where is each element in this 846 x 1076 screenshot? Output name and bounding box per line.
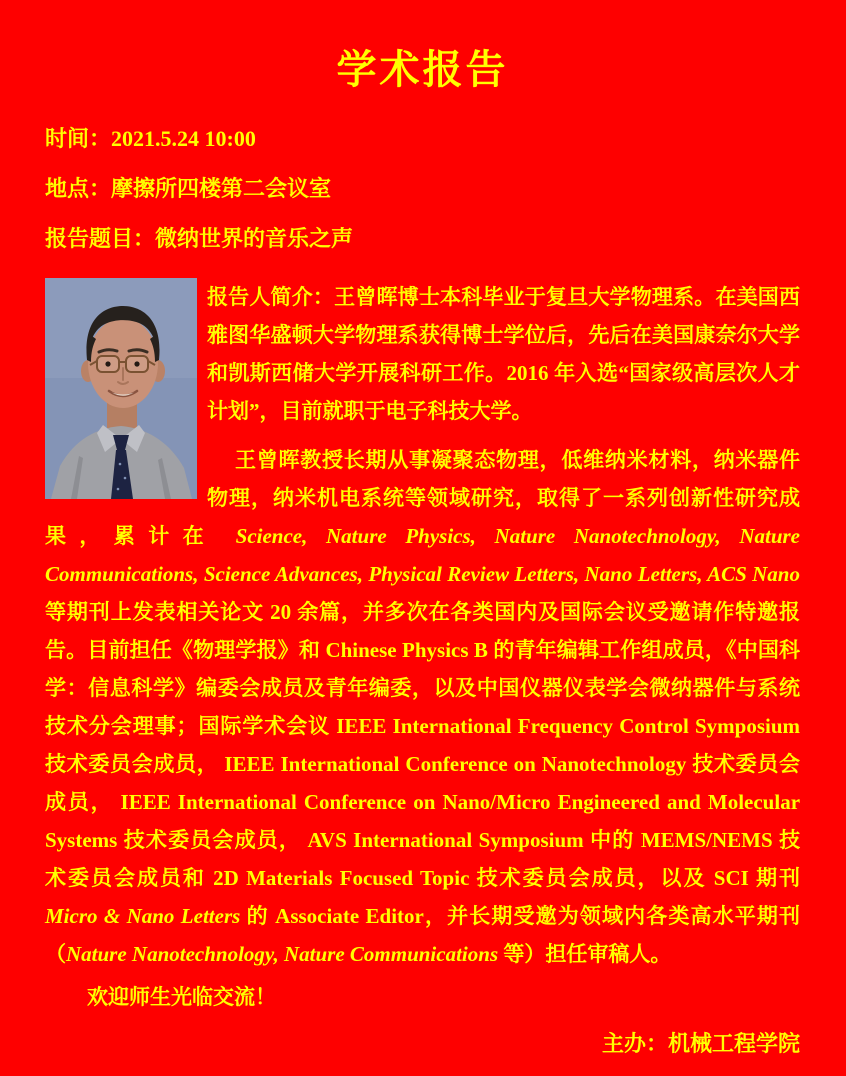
place-value: 摩擦所四楼第二会议室 — [111, 176, 332, 201]
bio-text-run: 2D Materials Focused Topic — [213, 866, 470, 890]
bio-text-run: Micro & Nano Letters — [45, 904, 241, 928]
bio-text-run: 技术委员会成员， — [123, 828, 302, 852]
speaker-portrait-graphic — [45, 278, 197, 499]
time-line — [45, 128, 800, 150]
bio-text-run: Science, Nature Physics, Nature Nanotechnology, Nature Communications, Science Advances, Physical Review Letters, Nano Letters, ACS Nano — [45, 524, 800, 586]
bio-text-run: 技术委员会成员， — [45, 752, 801, 814]
closing-line: 欢迎师生光临交流！ — [87, 985, 276, 1009]
bio-text-run: SCI — [713, 866, 749, 890]
bio-text-run: 的 — [246, 904, 269, 928]
topic-value: 微纳世界的音乐之声 — [155, 226, 354, 251]
bio-text-run: ，并长期受邀为领域内各类高水平期刊（ — [45, 904, 800, 966]
bio-text-run: 期刊 — [756, 866, 801, 890]
bio-text-run: MEMS/NEMS — [640, 828, 773, 852]
bio-text-run: 的青年编辑工作组成员，《中国科学：信息科学》编委会成员及青年编委，以及中国仪器仪表学会微纳器件与系统技术分会理事；国际学术会议 — [45, 638, 801, 738]
time-value: 2021.5.24 10:00 — [111, 126, 256, 151]
organizer-label: 主办： — [601, 1031, 668, 1056]
bio-text-run: 技术委员会成员，以及 — [476, 866, 707, 890]
bio-text-run: 技术委员会成员， — [45, 752, 219, 776]
bio-text-run: IEEE International Frequency Control Symposium — [336, 714, 801, 738]
page-title: 学术报告 — [336, 47, 509, 92]
speaker-photo — [45, 278, 197, 499]
bio-text-run: AVS International Symposium — [307, 828, 584, 852]
bio-text-run: 王曾晖教授长期从事凝聚态物理，低维纳米材料，纳米器件物理，纳米机电系统等领域研究，取得了一系列创新性研究成果，累计在 — [45, 448, 800, 548]
time-label: 时间： — [45, 126, 112, 151]
place-label: 地点： — [45, 176, 112, 201]
bio-text-run: IEEE International Conference on Nano/Micro Engineered and Molecular Systems — [45, 790, 801, 852]
bio-text-run: Associate Editor — [275, 904, 424, 928]
info-section — [45, 128, 800, 250]
bio-text-run: IEEE International Conference on Nanotechnology — [224, 752, 687, 776]
bio-text-run: 报告人简介：王曾晖博士本科毕业于复旦大学物理系。在美国西雅图华盛顿大学物理系获得博士学位后，先后在美国康奈尔大学和凯斯西储大学开展科研工作。2016 年入选“国家级高层次人才计划”，目前就职于电子科技大学。 — [207, 285, 800, 423]
bio-text-run: 等）担任审稿人。 — [503, 942, 672, 966]
bio-text-run: 等期刊上发表相关论文 20 余篇，并多次在各类国内及国际会议受邀请作特邀报告。目前担任《物理学报》和 — [45, 600, 800, 662]
bio-paragraph-research — [45, 441, 800, 973]
bio-text-run: 中的 — [590, 828, 635, 852]
bio-text-run: Nature Nanotechnology, Nature Communications — [66, 942, 499, 966]
place-line — [45, 178, 800, 200]
organizer-line — [45, 1025, 800, 1063]
bio-text-run: 技术委员会成员和 — [45, 828, 801, 890]
bio-text-run: Chinese Physics B — [325, 638, 488, 662]
topic-label: 报告题目： — [45, 226, 156, 251]
organizer-value: 机械工程学院 — [667, 1031, 800, 1056]
topic-line — [45, 228, 800, 250]
bio-section — [45, 278, 800, 973]
